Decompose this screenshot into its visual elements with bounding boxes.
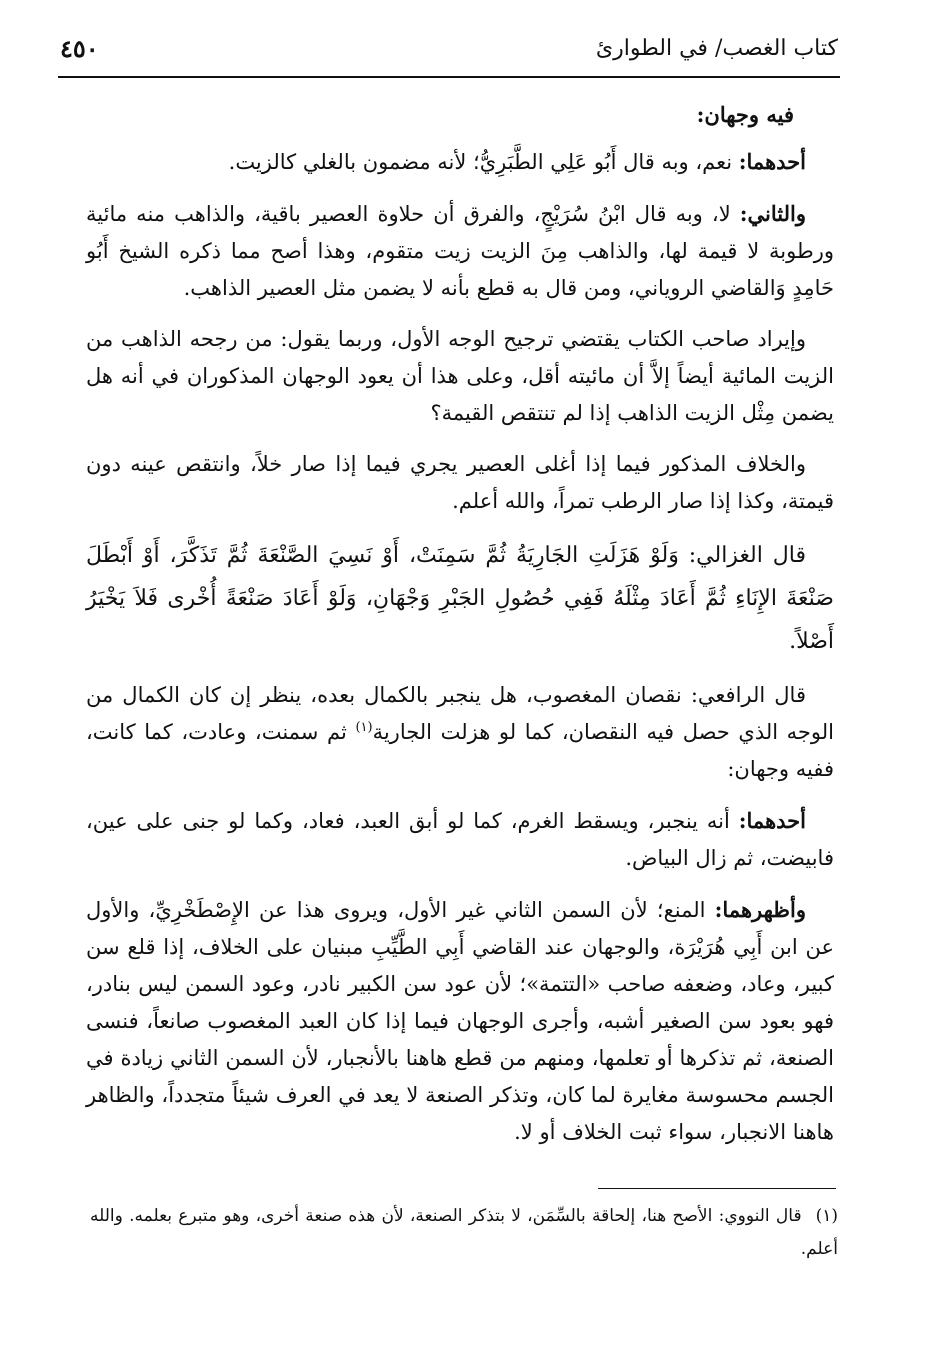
running-header	[60, 30, 838, 70]
paragraph-text: لا، وبه قال ابْنُ سُرَيْجٍ، والفرق أن حلاوة العصير باقية، والذاهب منه مائية ورطوبة لا قيمة لها، والذاهب مِنَ الزيت زيت متقوم، وهذا أصح مما ذكره الشيخ أَبُو حَامِدٍ وَالقاضي الروياني، ومن قال به قطع بأنه لا يضمن مثل العصير الذاهب.	[86, 202, 834, 300]
paragraph-text: ثم سمنت، وعادت، كما كانت، ففيه وجهان:	[86, 720, 834, 781]
footnote	[90, 1200, 838, 1266]
paragraph-text: أنه ينجبر، ويسقط الغرم، كما لو أبق العبد، فعاد، وكما لو جنى على عين، فابيضت، ثم زال البياض.	[86, 809, 834, 870]
main-text	[86, 96, 834, 1165]
paragraph-second-view	[86, 195, 834, 307]
footnote-reference: (١)	[355, 720, 373, 735]
paragraph-text: نعم، وبه قال أَبُو عَلِي الطَّبَرِيُّ؛ لأنه مضمون بالغلي كالزيت.	[228, 150, 739, 174]
footnote-rule	[598, 1188, 836, 1189]
paragraph-lead: وأظهرهما:	[714, 897, 806, 922]
paragraph-lead: أحدهما:	[738, 808, 806, 833]
paragraph-author-opinion: وإيراد صاحب الكتاب يقتضي ترجيح الوجه الأول، وربما يقول: من رجحه الذاهب من الزيت المائية أيضاً إلاَّ أن مائيته أقل، وعلى هذا أن يعود الوجهان المذكوران في أنه هل يضمن مِثْل الزيت الذاهب إذا لم تنتقص القيمة؟	[86, 327, 834, 425]
paragraph-lead: أحدهما:	[738, 149, 806, 174]
paragraph-ghazali-quote: قال الغزالي: وَلَوْ هَزَلَتِ الجَارِيَةُ ثُمَّ سَمِنَتْ، أَوْ نَسِيَ الصَّنْعَةَ ثُمَّ تَذَكَّرَ، أَوْ أَبْطَلَ صَنْعَةَ الإِنَاءِ ثُمَّ أَعَادَ مِثْلَهُ فَفِي حُصُولِ الجَبْرِ وَجْهَانِ، وَلَوْ أَعَادَ صَنْعَةً أُخْرى فَلاَ يَخْيَرُ أَصْلاً.	[86, 543, 834, 654]
paragraph-first-view	[86, 143, 834, 181]
section-heading: فيه وجهان:	[696, 102, 794, 127]
page-number: ٤٥٠	[60, 34, 99, 63]
paragraph-lead: والثاني:	[739, 201, 806, 226]
paragraph-text: قال الرافعي: نقصان المغصوب، هل ينجبر بالكمال بعده، ينظر إن كان الكمال من الوجه الذي حصل فيه النقصان، كما لو هزلت الجارية	[86, 683, 834, 744]
footnote-text: قال النووي: الأصح هنا، إلحاقة بالسِّمَن، لا بتذكر الصنعة، لأن هذه صنعة أخرى، وهو متبرع بعلمه. والله أعلم.	[90, 1206, 838, 1259]
paragraph-disagreement: والخلاف المذكور فيما إذا أغلى العصير يجري فيما إذا صار خلاً، وانتقص عينه دون قيمتة، وكذا إذا صار الرطب تمراً، والله أعلم.	[86, 452, 834, 513]
paragraph-text: المنع؛ لأن السمن الثاني غير الأول، ويروى هذا عن الإِصْطَخْرِيِّ، والأول عن ابن أَبِي هُرَيْرَة، والوجهان عند القاضي أَبِي الطَّيِّبِ مبنيان على الخلاف، إذا قلع سن كبير، وعاد، وضعفه صاحب «التتمة»؛ لأن عود سن الكبير نادر، وعود السمن ليس بنادر، فهو بعود سن الصغير أشبه، وأجرى الوجهان فيما إذا كان العبد المغصوب صانعاً، فنسى الصنعة، ثم تذكرها أو تعلمها، ومنهم من قطع هاهنا بالأنجبار، لأن السمن الثاني زيادة في الجسم محسوسة مغايرة لما كان، وتذكر الصنعة لا يعد في العرف شيئاً متجدداً، والظاهر هاهنا الانجبار، سواء ثبت الخلاف أو لا.	[86, 898, 834, 1144]
footnote-number: (١)	[815, 1206, 838, 1226]
chapter-title: كتاب الغصب/ في الطوارئ	[595, 36, 838, 61]
paragraph-stronger-view	[86, 891, 834, 1151]
paragraph-first-view-2	[86, 802, 834, 877]
paragraph-rafii-commentary	[86, 677, 834, 788]
header-rule	[58, 76, 840, 78]
